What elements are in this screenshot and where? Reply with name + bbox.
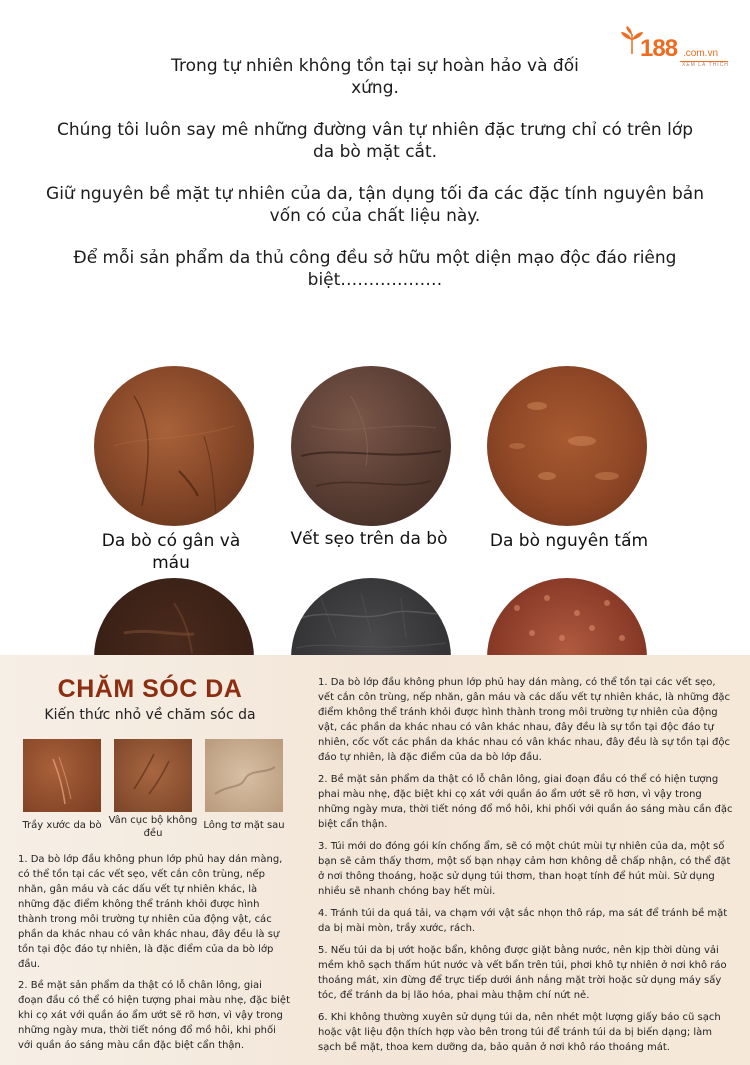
thumb-caption-uneven-grain: Vân cục bộ không đều <box>108 815 198 839</box>
leather-swatch-full-grain <box>487 366 647 526</box>
care-subtitle: Kiến thức nhỏ về chăm sóc da <box>44 707 256 723</box>
thumb-caption-back-fuzz: Lông tơ mặt sau <box>203 820 285 831</box>
thumb-back-fuzz <box>205 739 283 812</box>
leather-swatch-veins <box>94 366 254 526</box>
leather-texture-image <box>487 366 647 526</box>
logo-tagline: XEM LÀ THÍCH <box>682 62 729 68</box>
logo-number: 188 <box>640 35 678 62</box>
care-note-1: 1. Da bò lớp đầu không phun lớp phủ hay dán màng, có thể tồn tại các vết sẹo, vết cắn côn trùng, nếp nhăn, gân máu và các dấu vết tự nhiên khác, là những đặc điểm không thể tránh khỏi được hình thành trong môi trường tự nhiên của động vật, các phần da khác nhau có vân khác nhau, đây đều là sự tồn tại độc đáo tự nhiên, cốc vốt các phần da khác nhau có vân khác nhau, đây đều là sự tồn tại độc đáo tự nhiên, là đặc điểm của da bò lớp đầu. <box>318 677 731 763</box>
leather-texture-image <box>205 739 283 812</box>
intro-paragraph-4: Để mỗi sản phẩm da thủ công đều sở hữu một diện mạo độc đáo riêng biệt……………… <box>73 248 677 290</box>
thumb-uneven-grain <box>114 739 192 812</box>
care-title: CHĂM SÓC DA <box>57 675 243 703</box>
leather-swatch-scars <box>291 366 451 526</box>
swatch-caption-full-grain: Da bò nguyên tấm <box>489 531 649 551</box>
care-panel <box>0 655 750 1065</box>
care-left-note-2: 2. Bề mặt sản phẩm da thật có lỗ chân lông, giai đoạn đầu có thể có hiện tượng phai màu nhẹ, đặc biệt khi cọ xát với quần áo ẩm ướt sẽ rõ hơn, vì vậy trong những ngày mưa, thời tiết nóng đổ mồ hôi, khi phối với quần áo sáng màu cần đặc biệt cẩn thận. <box>18 980 291 1051</box>
care-note-4: 4. Tránh túi da quá tải, va chạm với vật sắc nhọn thô ráp, ma sát để tránh bề mặt da bị mài mòn, trầy xước, rách. <box>318 908 728 934</box>
care-note-2: 2. Bề mặt sản phẩm da thật có lỗ chân lông, giai đoạn đầu có thể có hiện tượng phai màu nhẹ, đặc biệt khi cọ xát với quần áo ẩm ướt sẽ rõ hơn, vì vậy trong những ngày mưa, thời tiết nóng đổ mồ hôi, khi phối với quần áo sáng màu cần đặc biệt cẩn thận. <box>318 774 733 830</box>
care-note-6: 6. Khi không thường xuyên sử dụng túi da, nên nhét một lượng giấy báo cũ sạch hoặc vật liệu độn thích hợp vào bên trong túi để tránh túi da bị biến dạng; làm sạch bề mặt, thoa kem dưỡng da, bảo quản ở nơi khô ráo thoáng mát. <box>318 1012 721 1053</box>
care-left-note-1: 1. Da bò lớp đầu không phun lớp phủ hay dán màng, có thể tồn tại các vết sẹo, vết cắn côn trùng, nếp nhăn, gân máu và các dấu vết tự nhiên khác, là những đặc điểm không thể tránh khỏi được hình thành trong môi trường tự nhiên của động vật, các phần da khác nhau có vân khác nhau, đây đều là sự tồn tại độc đáo tự nhiên, là đặc điểm của da bò lớp đầu. <box>18 854 283 970</box>
care-left-notes <box>18 852 290 1059</box>
leather-texture-image <box>114 739 192 812</box>
thumb-caption-scratched: Trầy xước da bò <box>22 820 102 831</box>
intro-text <box>0 55 750 311</box>
intro-paragraph-2: Chúng tôi luôn say mê những đường vân tự nhiên đặc trưng chỉ có trên lớp da bò mặt cắt. <box>56 120 694 162</box>
swatch-caption-veins: Da bò có gân và máu <box>101 531 241 573</box>
leather-texture-image <box>94 366 254 526</box>
intro-paragraph-3: Giữ nguyên bề mặt tự nhiên của da, tận dụng tối đa các đặc tính nguyên bản vốn có của chất liệu này. <box>46 184 704 226</box>
care-note-5: 5. Nếu túi da bị ướt hoặc bẩn, không được giặt bằng nước, nên kịp thời dùng vải mềm khô sạch thấm hút nước và vết bẩn trên túi, phơi khô tự nhiên ở nơi khô ráo thoáng mát, xin đừng để trực tiếp dưới ánh nắng mặt trời hoặc sử dụng máy sấy tóc, để tránh da bị lão hóa, phai màu thậm chí nứt nẻ. <box>318 945 727 1001</box>
care-note-3: 3. Túi mới do đóng gói kín chống ẩm, sẽ có một chút mùi tự nhiên của da, một số bạn sẽ cảm thấy thơm, một số bạn nhạy cảm hơn không dễ chấp nhận, có thể đặt ở nơi thông thoáng, hoặc sử dụng túi thơm, than hoạt tính để hút mùi. Sử dụng nhiều sẽ nhanh chóng bay hết mùi. <box>318 841 731 897</box>
leather-texture-image <box>23 739 101 812</box>
swatch-caption-scars: Vết sẹo trên da bò <box>290 529 448 549</box>
thumb-scratched-leather <box>23 739 101 812</box>
leather-texture-image <box>291 366 451 526</box>
logo-domain: .com.vn <box>683 48 719 59</box>
intro-paragraph-1: Trong tự nhiên không tồn tại sự hoàn hảo và đối xứng. <box>171 56 579 98</box>
care-right-notes <box>318 675 734 1062</box>
